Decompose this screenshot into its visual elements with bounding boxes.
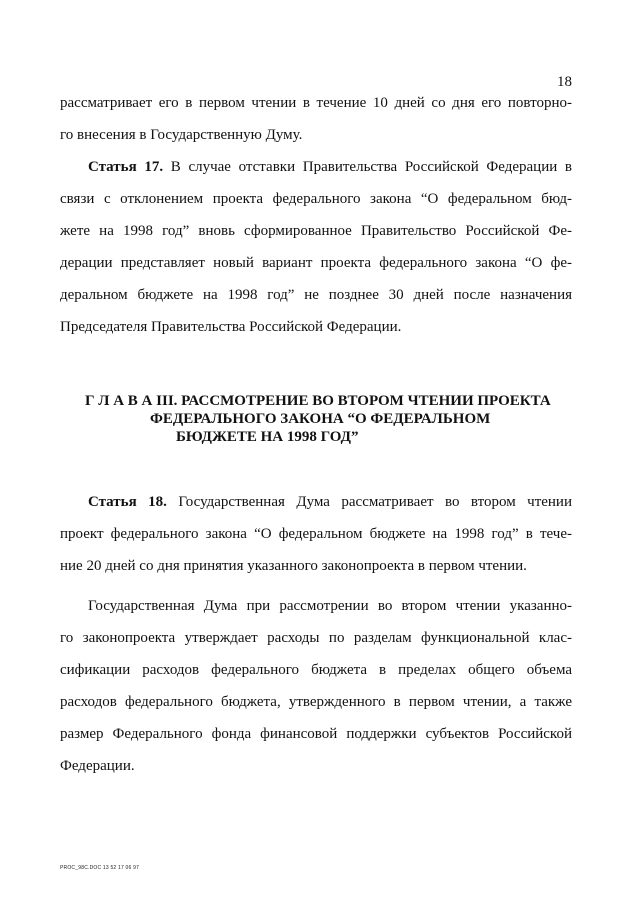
- page-number: 18: [557, 74, 572, 90]
- text-line: деральном бюджете на 1998 год” не позднее 30 дней после назначения: [60, 287, 572, 303]
- text-line: го внесения в Государственную Думу.: [60, 127, 303, 143]
- chapter-heading-line: Г Л А В А III. РАССМОТРЕНИЕ ВО ВТОРОМ ЧТЕНИИ ПРОЕКТА: [85, 393, 551, 409]
- text-line: Федерации.: [60, 758, 135, 774]
- text-line: Председателя Правительства Российской Федерации.: [60, 319, 402, 335]
- text-line: размер Федерального фонда финансовой поддержки субъектов Российской: [60, 726, 572, 742]
- text-fragment: Государственная Дума рассматривает во втором чтении: [166, 494, 572, 510]
- chapter-heading-line: ФЕДЕРАЛЬНОГО ЗАКОНА “О ФЕДЕРАЛЬНОМ: [150, 411, 491, 427]
- text-line: жете на 1998 год” вновь сформированное Правительство Российской Фе-: [60, 223, 572, 239]
- article-17-first-line: [60, 151, 572, 183]
- text-line: го законопроекта утверждает расходы по разделам функциональной клас-: [60, 630, 572, 646]
- paragraph: [60, 590, 572, 782]
- article-18: [60, 486, 572, 582]
- text-line: ние 20 дней со дня принятия указанного законопроекта в первом чтении.: [60, 558, 527, 574]
- article-18-first-line: [60, 486, 572, 518]
- text-line: связи с отклонением проекта федерального закона “О федеральном бюд-: [60, 191, 572, 207]
- article-17-label: Статья 17.: [88, 159, 164, 175]
- text-line: расходов федерального бюджета, утвержденного в первом чтении, а также: [60, 694, 572, 710]
- article-18-label: Статья 18.: [88, 494, 167, 510]
- text-line: дерации представляет новый вариант проекта федерального закона “О фе-: [60, 255, 572, 271]
- text-line: Государственная Дума при рассмотрении во втором чтении указанно-: [88, 598, 572, 614]
- text-line: сификации расходов федерального бюджета в пределах общего объема: [60, 662, 572, 678]
- chapter-heading-line: БЮДЖЕТЕ НА 1998 ГОД”: [176, 429, 359, 445]
- text-fragment: В случае отставки Правительства Российской Федерации в: [163, 159, 572, 175]
- text-line: проект федерального закона “О федеральном бюджете на 1998 год” в тече-: [60, 526, 572, 542]
- chapter-heading: [60, 392, 572, 446]
- continuation-paragraph: [60, 87, 572, 151]
- text-line: рассматривает его в первом чтении в течение 10 дней со дня его повторно-: [60, 95, 572, 111]
- file-footer: PROC_98C.DOC 13 52 17 06 97: [60, 865, 140, 871]
- article-17: [60, 151, 572, 343]
